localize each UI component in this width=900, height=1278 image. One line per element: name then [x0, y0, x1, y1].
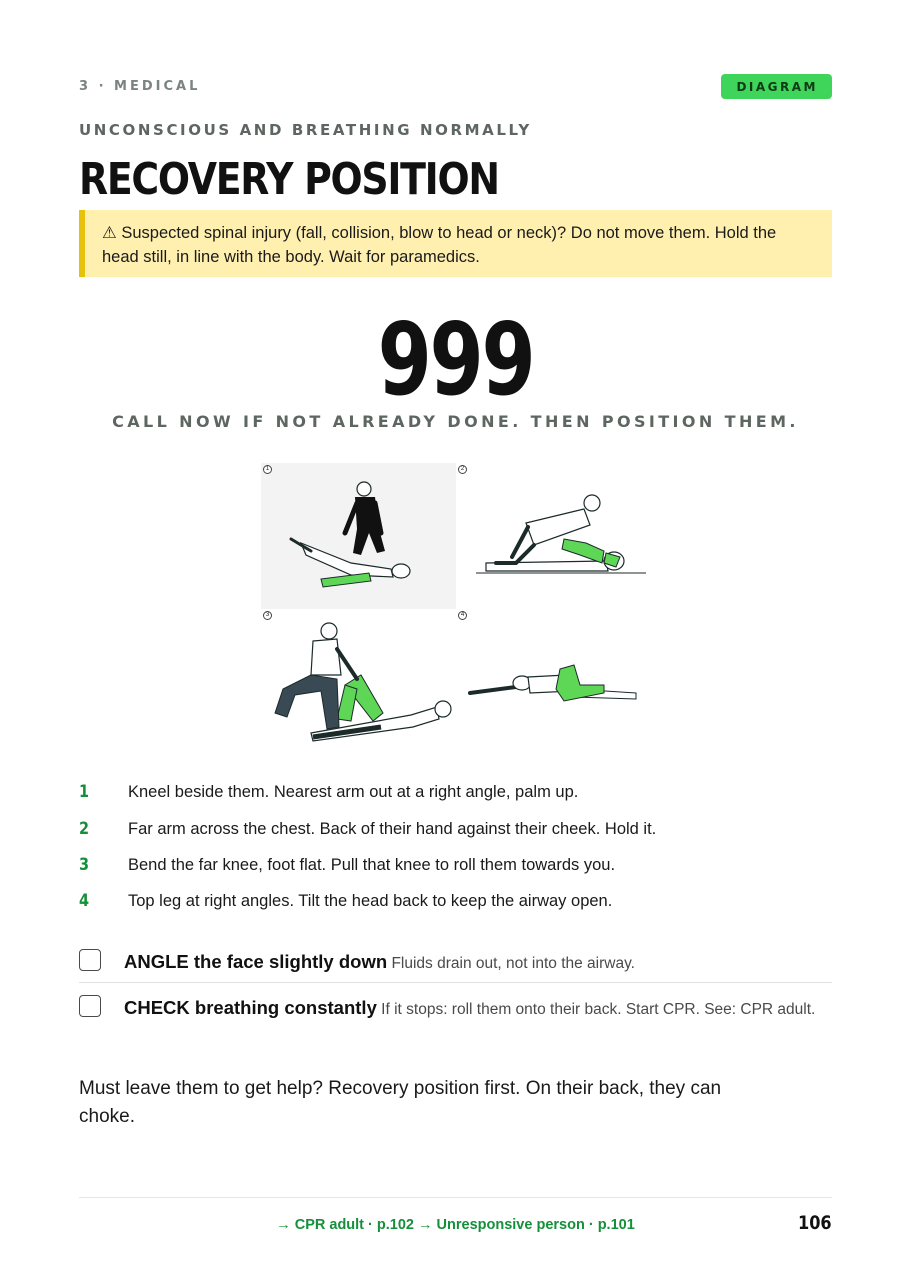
check-divider — [79, 982, 832, 983]
panel-marker-4: 4 — [458, 611, 467, 620]
step-4 — [79, 889, 832, 917]
diagram-panel-3 — [261, 609, 456, 755]
step-text: Far arm across the chest. Back of their hand against their cheek. Hold it. — [128, 820, 657, 838]
spinal-warning-callout — [79, 210, 832, 277]
step-1 — [79, 780, 832, 808]
panel-1-illustration — [261, 463, 456, 609]
cpr-adult-link[interactable]: → CPR adult · p.102 — [276, 1217, 414, 1233]
panel-marker-3: 3 — [263, 611, 272, 620]
step-text: Bend the far knee, foot flat. Pull that knee to roll them towards you. — [128, 856, 616, 874]
diagram-panel-4 — [456, 609, 651, 755]
page-title: RECOVERY POSITION — [79, 154, 499, 205]
check-detail: If it stops: roll them onto their back. Start CPR. See: CPR adult. — [381, 1001, 816, 1018]
top-bar — [79, 74, 832, 100]
diagram-panel-1 — [261, 463, 456, 609]
check-text — [124, 947, 834, 978]
step-2 — [79, 817, 832, 845]
diagram-panel-2 — [456, 463, 651, 609]
leave-for-help-note: Must leave them to get help? Recovery position first. On their back, they can choke. — [79, 1078, 722, 1127]
condition-eyebrow: UNCONSCIOUS AND BREATHING NORMALLY — [79, 121, 532, 139]
panel-3-illustration — [261, 609, 456, 755]
step-text: Kneel beside them. Nearest arm out at a right angle, palm up. — [128, 783, 579, 801]
step-number: 4 — [79, 891, 90, 911]
step-text: Top leg at right angles. Tilt the head back to keep the airway open. — [128, 892, 613, 910]
page-number: 106 — [798, 1212, 832, 1234]
check-detail: Fluids drain out, not into the airway. — [391, 955, 635, 972]
diagram-badge: DIAGRAM — [721, 74, 832, 99]
call-instruction: CALL NOW IF NOT ALREADY DONE. THEN POSITION THEM. — [112, 412, 799, 431]
panel-4-illustration — [456, 609, 651, 755]
step-3 — [79, 853, 832, 881]
warning-text: ⚠ Suspected spinal injury (fall, collision, blow to head or neck)? Do not move them. Hold the head still, in line with the body. Wait for paramedics. — [102, 224, 777, 266]
check-bold-label: ANGLE the face slightly down — [124, 951, 388, 972]
emergency-number: 999 — [377, 301, 534, 418]
panel-marker-2: 2 — [458, 465, 467, 474]
step-number: 2 — [79, 819, 90, 839]
step-number: 3 — [79, 855, 90, 875]
step-number: 1 — [79, 782, 90, 802]
footer-divider — [79, 1197, 832, 1198]
section-label: 3 · MEDICAL — [79, 79, 201, 94]
breathing-checkbox[interactable] — [79, 995, 101, 1017]
angle-checkbox[interactable] — [79, 949, 101, 971]
recovery-position-diagram — [261, 463, 651, 755]
page — [79, 0, 832, 1278]
unresponsive-person-link[interactable]: → Unresponsive person · p.101 — [418, 1217, 635, 1233]
check-text — [124, 993, 834, 1024]
check-bold-label: CHECK breathing constantly — [124, 997, 377, 1018]
panel-marker-1: 1 — [263, 465, 272, 474]
panel-2-illustration — [456, 463, 651, 609]
cross-reference-links — [79, 1217, 832, 1233]
